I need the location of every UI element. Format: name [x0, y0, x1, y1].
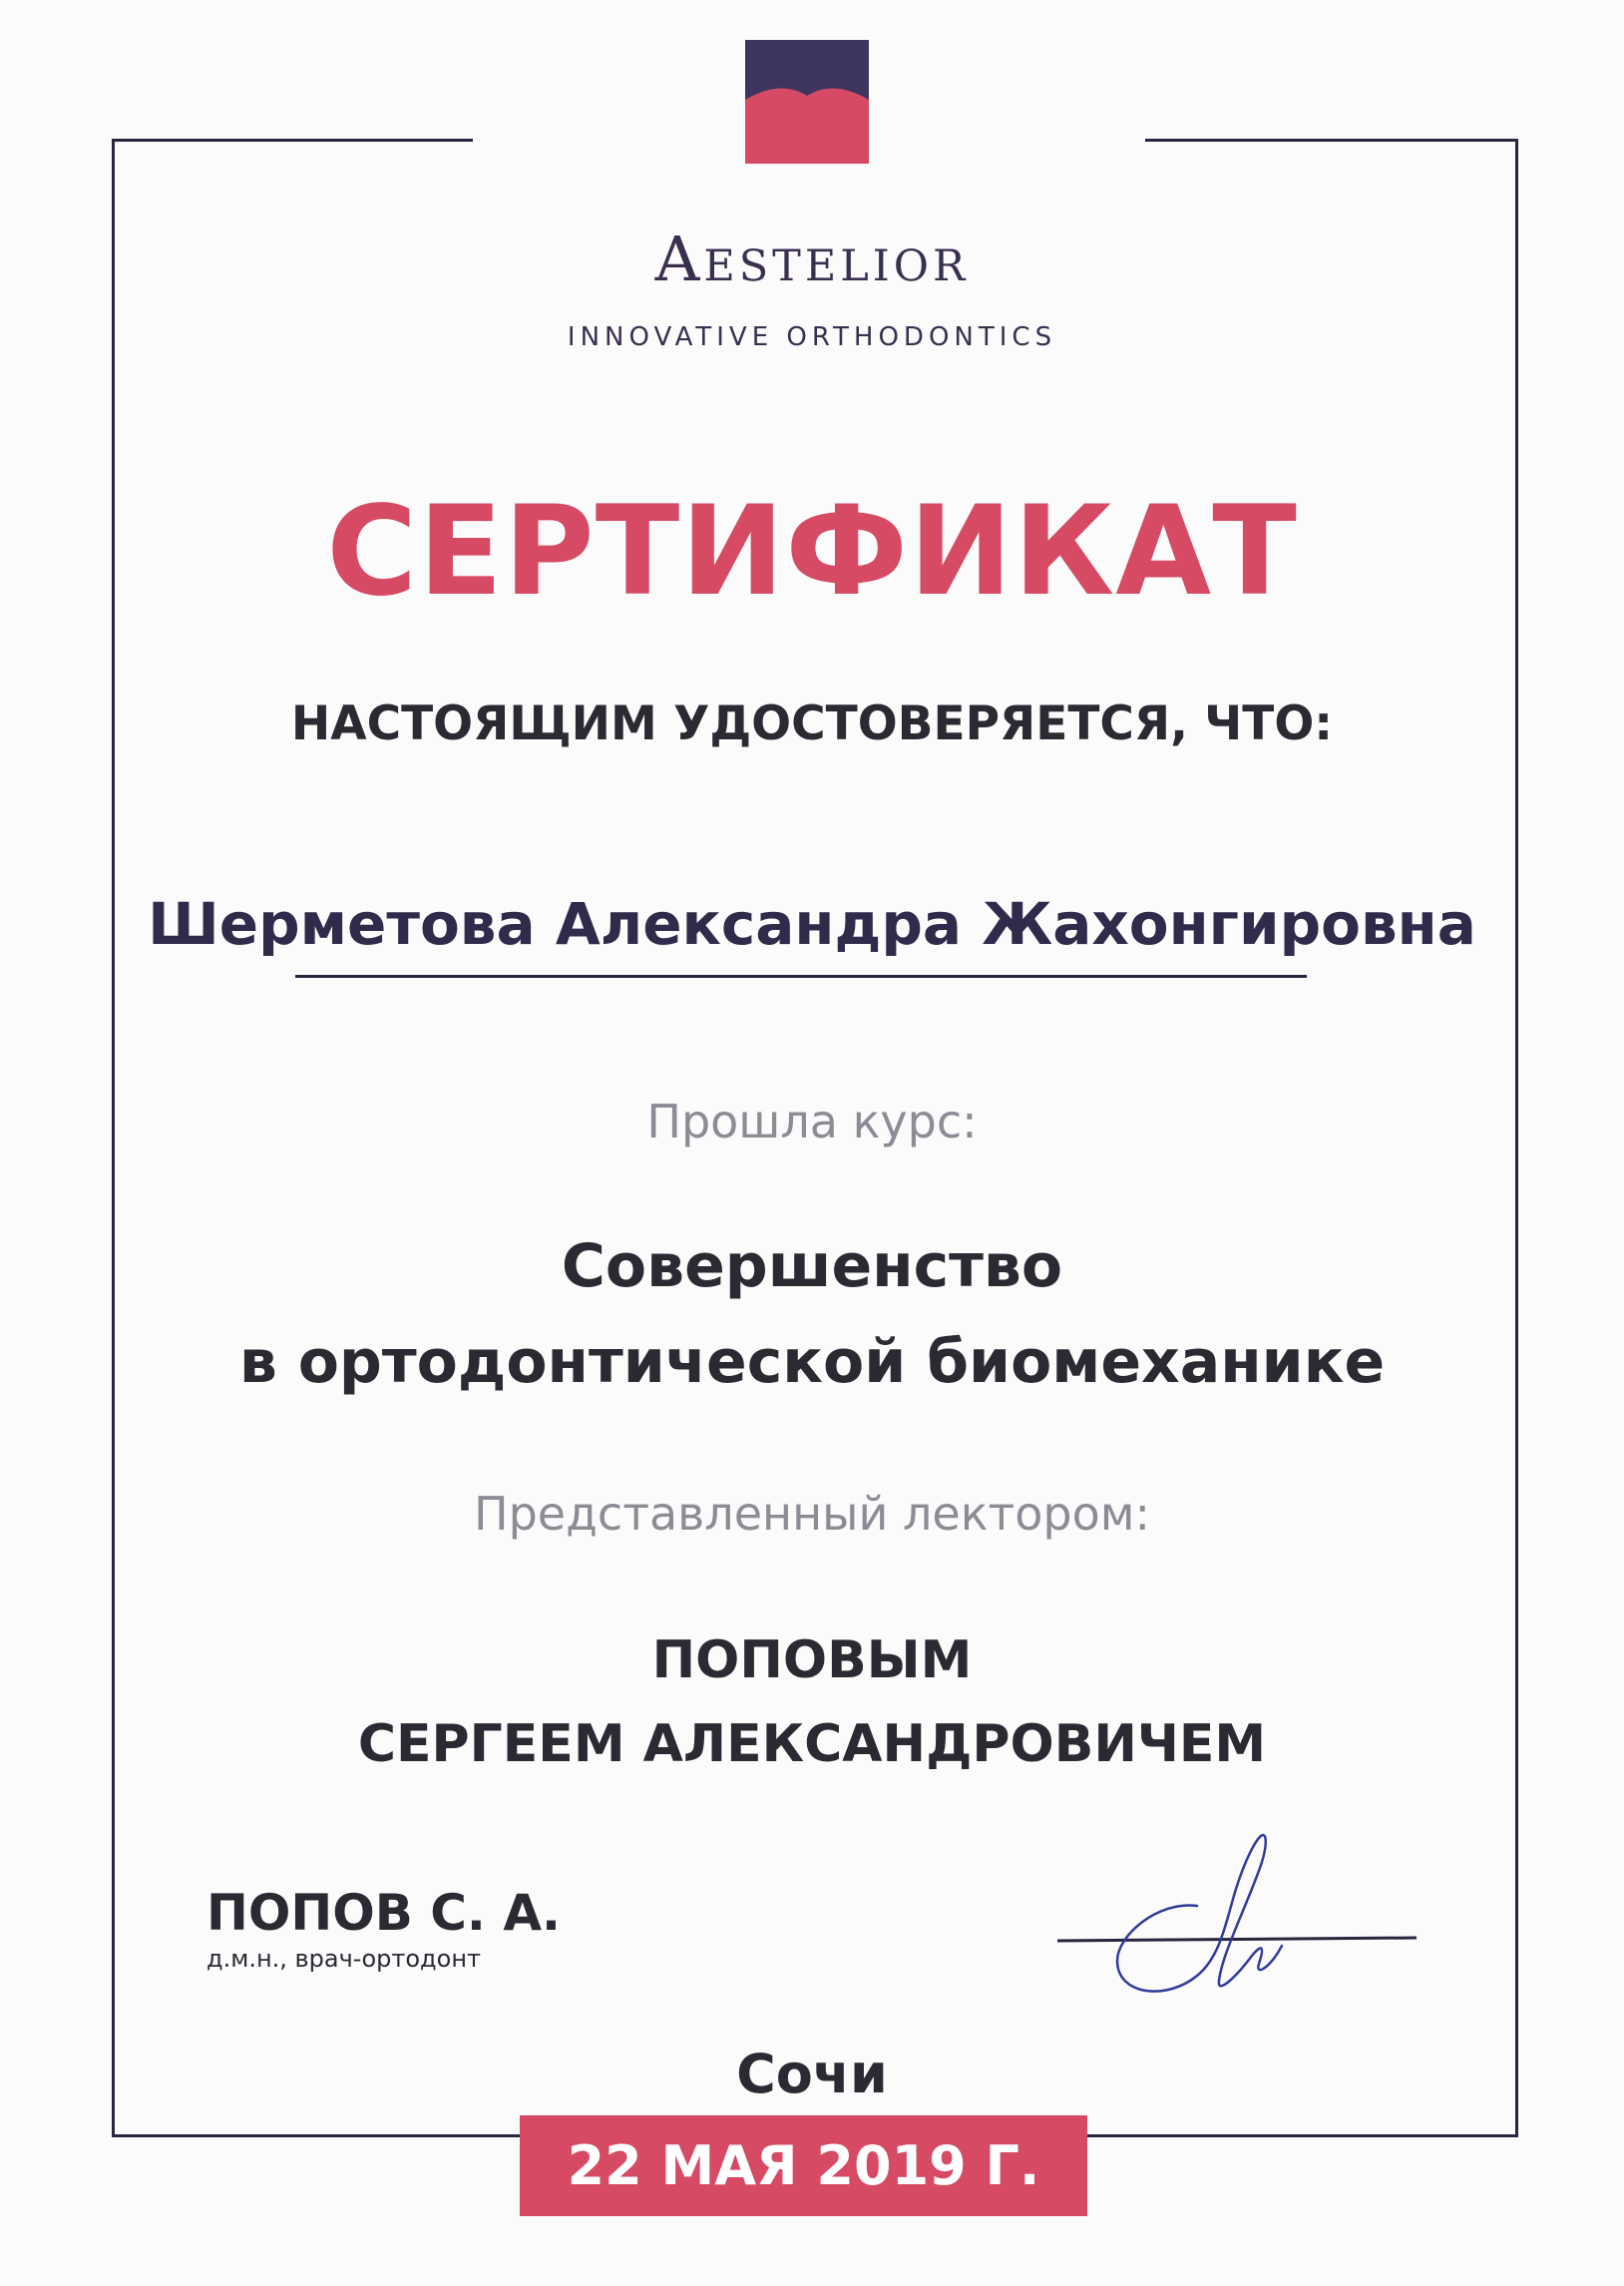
recipient-underline	[295, 975, 1307, 978]
certifies-statement: НАСТОЯЩИМ УДОСТОВЕРЯЕТСЯ, ЧТО:	[290, 696, 1334, 751]
lecturer-name: ПОПОВЫМ СЕРГЕЕМ АЛЕКСАНДРОВИЧЕМ	[357, 1630, 1267, 1774]
certificate-title: СЕРТИФИКАТ	[326, 480, 1298, 624]
frame-top-left-border	[112, 139, 473, 142]
recipient-name: Шерметова Александра Жахонгировна	[148, 890, 1476, 958]
date-banner	[520, 2115, 1087, 2216]
brand-name: Aestelior	[654, 223, 970, 295]
signer-title: д.м.н., врач-ортодонт	[206, 1945, 481, 1973]
frame-bottom-left-border	[112, 2134, 520, 2137]
brand-logo-icon	[745, 40, 869, 164]
frame-top-right-border	[1145, 139, 1518, 142]
signer-name: ПОПОВ С. А.	[206, 1884, 562, 1942]
handwritten-signature	[1047, 1806, 1426, 2036]
brand-tagline: INNOVATIVE ORTHODONTICS	[567, 322, 1057, 352]
city: Сочи	[736, 2043, 888, 2105]
issue-date: 22 МАЯ 2019 Г.	[567, 2133, 1040, 2197]
course-title: Совершенство в ортодонтической биомеханике	[238, 1231, 1386, 1397]
frame-bottom-right-border	[1087, 2134, 1518, 2137]
lecturer-label: Представленный лектором:	[474, 1487, 1150, 1541]
course-label: Прошла курс:	[646, 1095, 978, 1148]
